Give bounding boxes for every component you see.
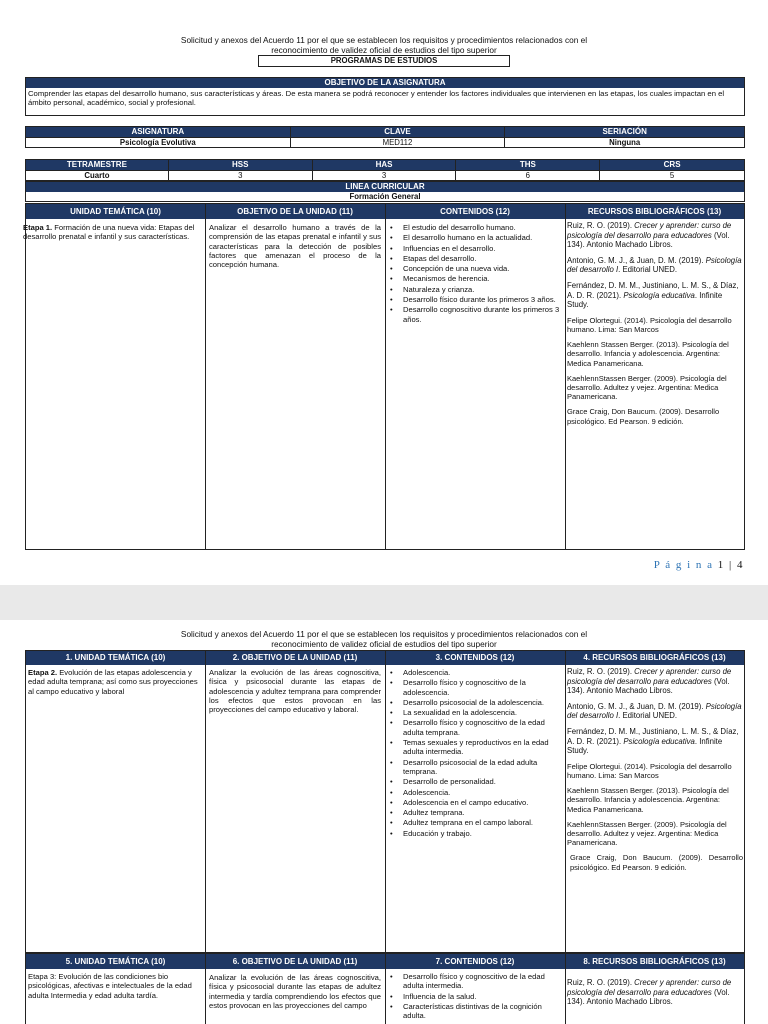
stage2-title: Etapa 2. Evolución de las etapas adolescencia y edad adulta temprana; así como sus proyecciones al campo educativo y laboral	[28, 668, 198, 696]
list-item: • Concepción de una nueva vida.	[387, 264, 563, 273]
reference-item: Grace Craig, Don Baucum. (2009). Desarrollo psicológico. Ed Pearson. 9 edición.	[567, 407, 720, 426]
reference-item: Fernández, D. M. M., Justiniano, L. M. S., & Díaz, A. D. R. (2021). Psicología educativa. Infinite Study.	[567, 726, 739, 756]
subject-value-seriacion: Ninguna	[505, 138, 745, 148]
units3-header-objetivo: 6. OBJETIVO DE LA UNIDAD (11)	[232, 957, 358, 966]
reference-item: Fernández, D. M. M., Justiniano, L. M. S., & Díaz, A. D. R. (2021). Psicología educativa. Infinite Study.	[567, 280, 739, 310]
linea-header: LINEA CURRICULAR	[26, 182, 744, 192]
units2-header-contenidos: 3. CONTENIDOS (12)	[435, 653, 515, 662]
list-item: • Desarrollo físico y cognoscitivo de la edad adulta intermedia.	[387, 972, 563, 991]
linea-section	[25, 181, 745, 202]
hours-value-tetramestre: Cuarto	[26, 171, 169, 181]
subject-header-clave: CLAVE	[290, 127, 505, 138]
list-item: • Desarrollo físico y cognoscitivo de la adolescencia.	[387, 678, 563, 697]
list-item: • Desarrollo cognoscitivo durante los primeros 3 años.	[387, 305, 563, 324]
reference-item: Ruiz, R. O. (2019). Crecer y aprender: curso de psicología del desarrollo para educadores (Vol. 134). Antonio Machado Libros.	[567, 978, 732, 1007]
stage3-references	[567, 978, 743, 1013]
list-item: • Desarrollo psicosocial de la adolescencia.	[387, 698, 563, 707]
units-header-recursos: RECURSOS BIBLIOGRÁFICOS (13)	[587, 207, 722, 216]
subject-header-asignatura: ASIGNATURA	[26, 127, 291, 138]
units2-header-recursos: 4. RECURSOS BIBLIOGRÁFICOS (13)	[583, 653, 726, 662]
stage3-objective: Analizar la evolución de las áreas cognoscitiva, física y psicosocial durante las etapas de adultez intermedia y tardía comprendiendo los efectos que estos provocan en las proyecciones del campo	[209, 973, 381, 1010]
doc-title-line1: Solicitud y anexos del Acuerdo 11 por el que se establecen los requisitos y procedimientos relacionados con el	[180, 35, 588, 45]
units3-header-contenidos: 7. CONTENIDOS (12)	[435, 957, 515, 966]
stage1-label: Etapa 1.	[23, 223, 53, 232]
subject-value-asignatura: Psicología Evolutiva	[26, 138, 291, 148]
units3-header-tematica: 5. UNIDAD TEMÁTICA (10)	[65, 957, 166, 966]
units-header-objetivo: OBJETIVO DE LA UNIDAD (11)	[237, 207, 353, 216]
reference-item: Antonio, G. M. J., & Juan, D. M. (2019). Psicología del desarrollo I. Editorial UNED.	[567, 701, 742, 721]
doc-title-line2: reconocimiento de validez oficial de estudios del tipo superior	[271, 45, 497, 55]
units2-header-tematica: 1. UNIDAD TEMÁTICA (10)	[65, 653, 166, 662]
reference-item: KaehlennStassen Berger. (2009). Psicología del desarrollo. Adultez y vejez. Argentina: Medica Panamericana.	[567, 819, 727, 848]
units-grid-3	[25, 953, 745, 1024]
hours-value-has: 3	[312, 171, 456, 181]
list-item: • Adolescencia.	[387, 788, 563, 797]
stage2-contents	[387, 668, 563, 839]
hours-header-crs: CRS	[600, 160, 745, 171]
list-item: • El desarrollo humano en la actualidad.	[387, 233, 563, 242]
programs-label: PROGRAMAS DE ESTUDIOS	[258, 55, 510, 67]
stage2-objective: Analizar la evolución de las áreas cognoscitiva, física y psicosocial durante las etapas de adolescencia y adultez temprana para comprender los efectos que estos provocan en las proyecciones del campo educativo y laboral.	[209, 668, 381, 715]
units2-header-objetivo: 2. OBJETIVO DE LA UNIDAD (11)	[232, 653, 358, 662]
list-item: • Etapas del desarrollo.	[387, 254, 563, 263]
reference-item: Ruiz, R. O. (2019). Crecer y aprender: curso de psicología del desarrollo para educadores (Vol. 134). Antonio Machado Libros.	[567, 667, 732, 696]
reference-item: Felipe Olortegui. (2014). Psicología del desarrollo humano. Lima: San Marcos	[567, 315, 732, 334]
subject-table	[25, 126, 745, 148]
stage3-contents	[387, 972, 563, 1021]
hours-table	[25, 159, 745, 181]
list-item: • Influencias en el desarrollo.	[387, 244, 563, 253]
list-item: • Influencia de la salud.	[387, 992, 563, 1001]
hours-value-crs: 5	[600, 171, 745, 181]
hours-value-ths: 6	[456, 171, 600, 181]
list-item: • Desarrollo de personalidad.	[387, 777, 563, 786]
stage1-contents	[387, 223, 563, 325]
hours-value-hss: 3	[168, 171, 312, 181]
subject-value-clave: MED112	[290, 138, 505, 148]
stage1-references	[567, 221, 743, 432]
list-item: • Adolescencia.	[387, 668, 563, 677]
units3-header-recursos: 8. RECURSOS BIBLIOGRÁFICOS (13)	[583, 957, 726, 966]
stage3-title: Etapa 3: Evolución de las condiciones bio psicológicas, afectivas e intelectuales de la edad adulta Intermedia y edad adulta tardía.	[28, 972, 192, 1000]
list-item: • La sexualidad en la adolescencia.	[387, 708, 563, 717]
doc-title-line1-p2: Solicitud y anexos del Acuerdo 11 por el que se establecen los requisitos y procedimientos relacionados con el	[180, 629, 588, 639]
reference-item: Ruiz, R. O. (2019). Crecer y aprender: curso de psicología del desarrollo para educadores (Vol. 134). Antonio Machado Libros.	[567, 221, 732, 250]
list-item: • Adultez temprana en el campo laboral.	[387, 818, 563, 827]
reference-item: Antonio, G. M. J., & Juan, D. M. (2019). Psicología del desarrollo I. Editorial UNED.	[567, 255, 742, 275]
page-gap	[0, 585, 768, 620]
stage2-label: Etapa 2.	[28, 668, 58, 677]
document-page-2	[0, 620, 768, 1024]
list-item: • Educación y trabajo.	[387, 829, 563, 838]
list-item: • Mecanismos de herencia.	[387, 274, 563, 283]
list-item: • Adolescencia en el campo educativo.	[387, 798, 563, 807]
doc-title-line2-p2: reconocimiento de validez oficial de estudios del tipo superior	[271, 639, 497, 649]
reference-item: Kaehlenn Stassen Berger. (2013). Psicología del desarrollo. Infancia y adolescencia. Argentina: Medica Panamericana.	[567, 786, 729, 814]
objective-text: Comprender las etapas del desarrollo humano, sus características y áreas. De esta manera se podrá reconocer y entender los factores individuales que intervienen en las etapas, los cuales impactan en el ámbito personal, académico, social y profesional.	[28, 89, 725, 108]
objective-header: OBJETIVO DE LA ASIGNATURA	[26, 78, 744, 88]
reference-item: KaehlennStassen Berger. (2009). Psicología del desarrollo. Adultez y vejez. Argentina: Medica Panamericana.	[567, 373, 727, 402]
page-number: P á g i n a 1 | 4	[653, 559, 744, 571]
linea-value: Formación General	[349, 192, 421, 201]
list-item: • Desarrollo físico durante los primeros 3 años.	[387, 295, 563, 304]
stage1-title: Etapa 1. Formación de una nueva vida: Etapas del desarrollo prenatal e infantil y sus características.	[23, 223, 195, 242]
list-item: • Temas sexuales y reproductivos en la edad adulta intermedia.	[387, 738, 563, 757]
list-item: • Adultez temprana.	[387, 808, 563, 817]
units-grid-2	[25, 650, 745, 953]
list-item: • Desarrollo psicosocial de la edad adulta temprana.	[387, 758, 563, 777]
subject-header-seriacion: SERIACIÓN	[505, 127, 745, 138]
reference-item: Felipe Olortegui. (2014). Psicología del desarrollo humano. Lima: San Marcos	[567, 761, 732, 780]
hours-header-hss: HSS	[168, 160, 312, 171]
reference-item: Kaehlenn Stassen Berger. (2013). Psicología del desarrollo. Infancia y adolescencia. Argentina: Medica Panamericana.	[567, 340, 729, 368]
units-grid	[25, 203, 745, 550]
hours-header-tetramestre: TETRAMESTRE	[26, 160, 169, 171]
list-item: • El estudio del desarrollo humano.	[387, 223, 563, 232]
list-item: • Características distintivas de la cognición adulta.	[387, 1002, 563, 1021]
objective-section	[25, 77, 745, 116]
units-header-tematica: UNIDAD TEMÁTICA (10)	[26, 207, 205, 217]
list-item: • Naturaleza y crianza.	[387, 285, 563, 294]
hours-header-has: HAS	[312, 160, 456, 171]
units-header-contenidos: CONTENIDOS (12)	[440, 207, 510, 216]
list-item: • Desarrollo físico y cognoscitivo de la edad adulta temprana.	[387, 718, 563, 737]
stage1-objective: Analizar el desarrollo humano a través de la comprensión de las etapas prenatal e infantil y sus características para la detección de posibles factores que amenazan el proceso de la concepción humana.	[209, 223, 381, 270]
reference-item: Grace Craig, Don Baucum. (2009). Desarrollo psicológico. Ed Pearson. 9 edición.	[570, 853, 743, 872]
stage2-references	[567, 667, 743, 878]
hours-header-ths: THS	[456, 160, 600, 171]
